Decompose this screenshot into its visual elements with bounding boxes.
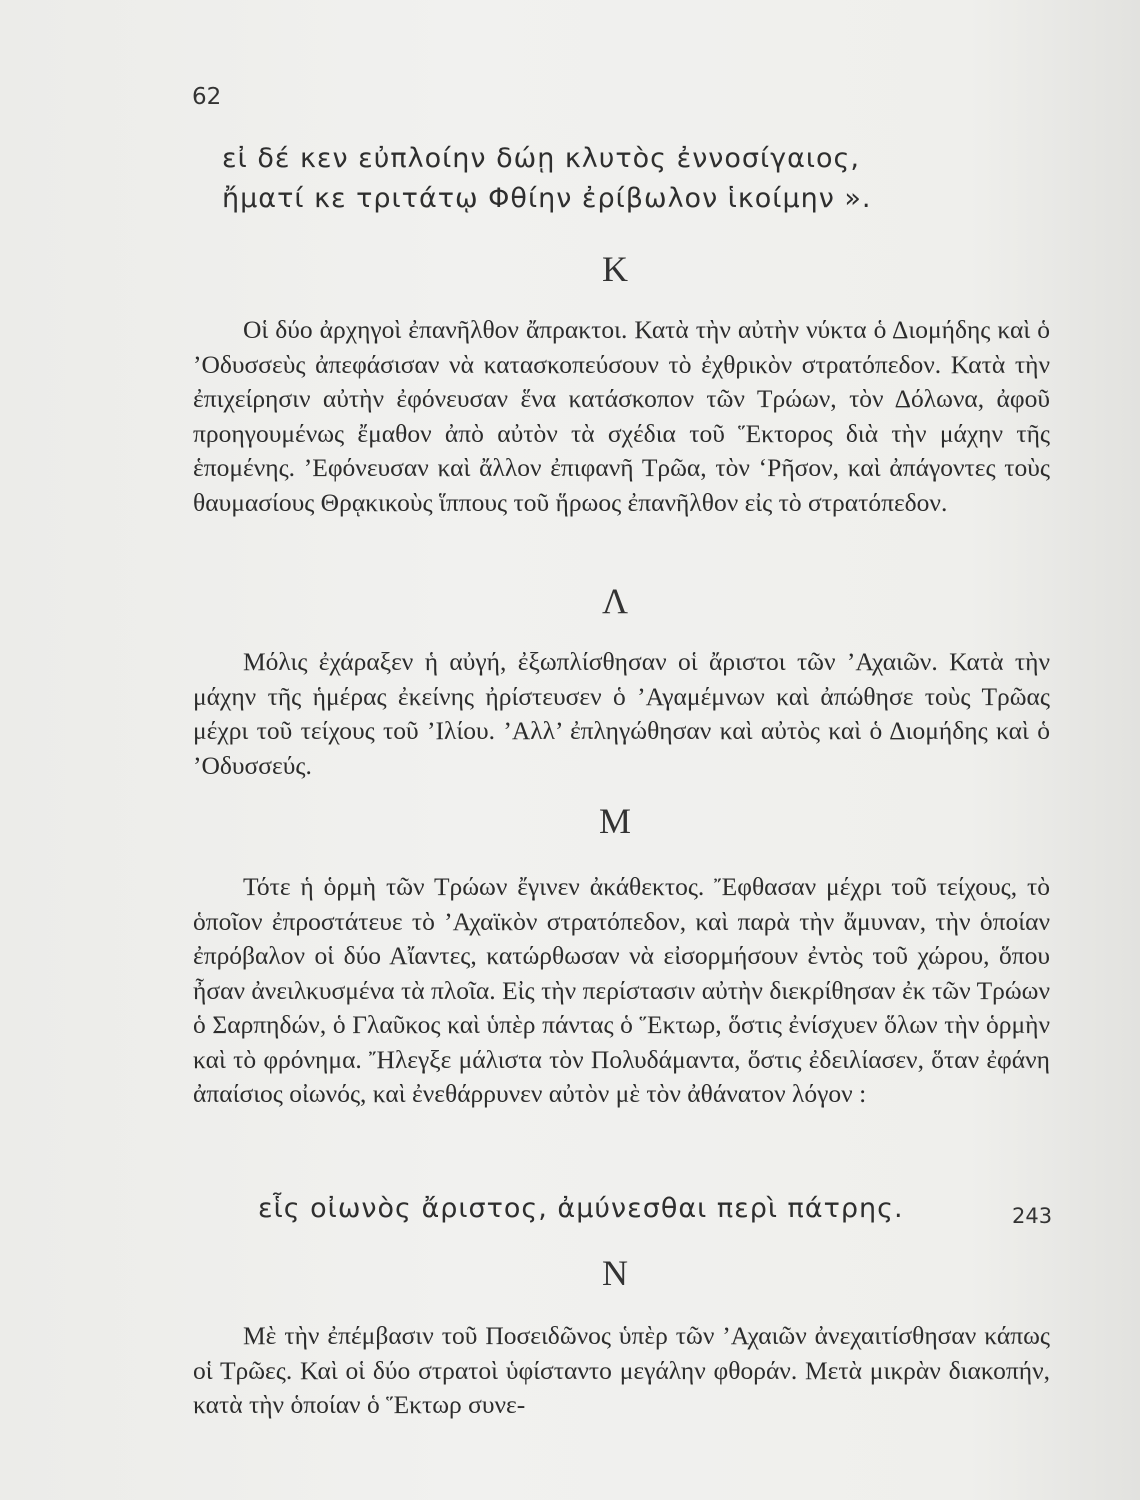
section-heading-nu: Ν — [602, 1253, 628, 1293]
verse-line-1: εἰ δέ κεν εὐπλοίην δώῃ κλυτὸς ἐννοσίγαιος, — [222, 143, 860, 174]
section-heading-kappa: Κ — [602, 249, 628, 289]
verse-line-quote: εἷς οἰωνὸς ἄριστος, ἀμύνεσθαι περὶ πάτρης. — [258, 1193, 904, 1224]
section-heading-lambda: Λ — [601, 581, 629, 621]
paragraph-text: Μὲ τὴν ἐπέμβασιν τοῦ Ποσειδῶνος ὑπὲρ τῶν ’Αχαιῶν ἀνεχαιτίσθησαν κάπως οἱ Τρῶες. Καὶ οἱ δύο στρατοὶ ὑφίσταντο μεγάλην φθοράν. Μετὰ μικρὰν διακοπήν, κατὰ τὴν ὁποίαν ὁ Ἕκτωρ συνε- — [193, 1321, 1050, 1419]
paragraph-text: Οἱ δύο ἀρχηγοὶ ἐπανῆλθον ἄπρακτοι. Κατὰ τὴν αὐτὴν νύκτα ὁ Διομήδης καὶ ὁ ’Οδυσσεὺς ἀπεφάσισαν νὰ κατασκοπεύσουν τὸ ἐχθρικὸν στρατόπεδον. Κατὰ τὴν ἐπιχείρησιν αὐτὴν ἐφόνευσαν ἕνα κατάσκοπον τῶν Τρώων, τὸν Δόλωνα, ἀφοῦ προηγουμένως ἔμαθον ἀπὸ αὐτὸν τὰ σχέδια τοῦ Ἕκτορος διὰ τὴν μάχην τῆς ἑπομένης. ’Εφόνευσαν καὶ ἄλλον ἐπιφανῆ Τρῶα, τὸν ‘Ρῆσον, καὶ ἀπάγοντες τοὺς θαυμασίους Θρᾳκικοὺς ἵππους τοῦ ἥρωος ἐπανῆλθον εἰς τὸ στρατόπεδον. — [193, 315, 1050, 517]
page-number: 62 — [192, 84, 222, 110]
section-heading-mu: Μ — [598, 801, 631, 841]
verse-line-number: 243 — [1012, 1204, 1053, 1228]
section-paragraph-lambda — [193, 645, 1050, 783]
verse-line-2: ἤματί κε τριτάτῳ Φθίην ἐρίβωλον ἱκοίμην ». — [222, 183, 872, 214]
section-paragraph-mu — [193, 870, 1050, 1112]
paragraph-text: Μόλις ἐχάραξεν ἡ αὐγή, ἐξωπλίσθησαν οἱ ἄριστοι τῶν ’Αχαιῶν. Κατὰ τὴν μάχην τῆς ἡμέρας ἐκείνης ἠρίστευσεν ὁ ’Αγαμέμνων καὶ ἀπώθησε τοὺς Τρῶας μέχρι τοῦ τείχους τοῦ ’Ιλίου. ’Αλλ’ ἐπληγώθησαν καὶ αὐτὸς καὶ ὁ Διομήδης καὶ ὁ ’Οδυσσεύς. — [193, 647, 1050, 780]
section-paragraph-kappa — [193, 313, 1050, 520]
paragraph-text: Τότε ἡ ὁρμὴ τῶν Τρώων ἔγινεν ἀκάθεκτος. Ἔφθασαν μέχρι τοῦ τείχους, τὸ ὁποῖον ἐπροστάτευε τὸ ’Αχαϊκὸν στρατόπεδον, καὶ παρὰ τὴν ἄμυναν, τὴν ὁποίαν ἐπρόβαλον οἱ δύο Αἴαντες, κατώρθωσαν νὰ εἰσορμήσουν ἐντὸς τοῦ χώρου, ὅπου ἦσαν ἀνειλκυσμένα τὰ πλοῖα. Εἰς τὴν περίστασιν αὐτὴν διεκρίθησαν ἐκ τῶν Τρώων ὁ Σαρπηδών, ὁ Γλαῦκος καὶ ὑπὲρ πάντας ὁ Ἕκτωρ, ὅστις ἐνίσχυεν ὅλων τὴν ὁρμὴν καὶ τὸ φρόνημα. Ἤλεγξε μάλιστα τὸν Πολυδάμαντα, ὅστις ἐδειλίασεν, ὅταν ἐφάνη ἀπαίσιος οἰωνός, καὶ ἐνεθάρρυνεν αὐτὸν μὲ τὸν ἀθάνατον λόγον : — [193, 872, 1050, 1108]
section-paragraph-nu — [193, 1319, 1050, 1423]
